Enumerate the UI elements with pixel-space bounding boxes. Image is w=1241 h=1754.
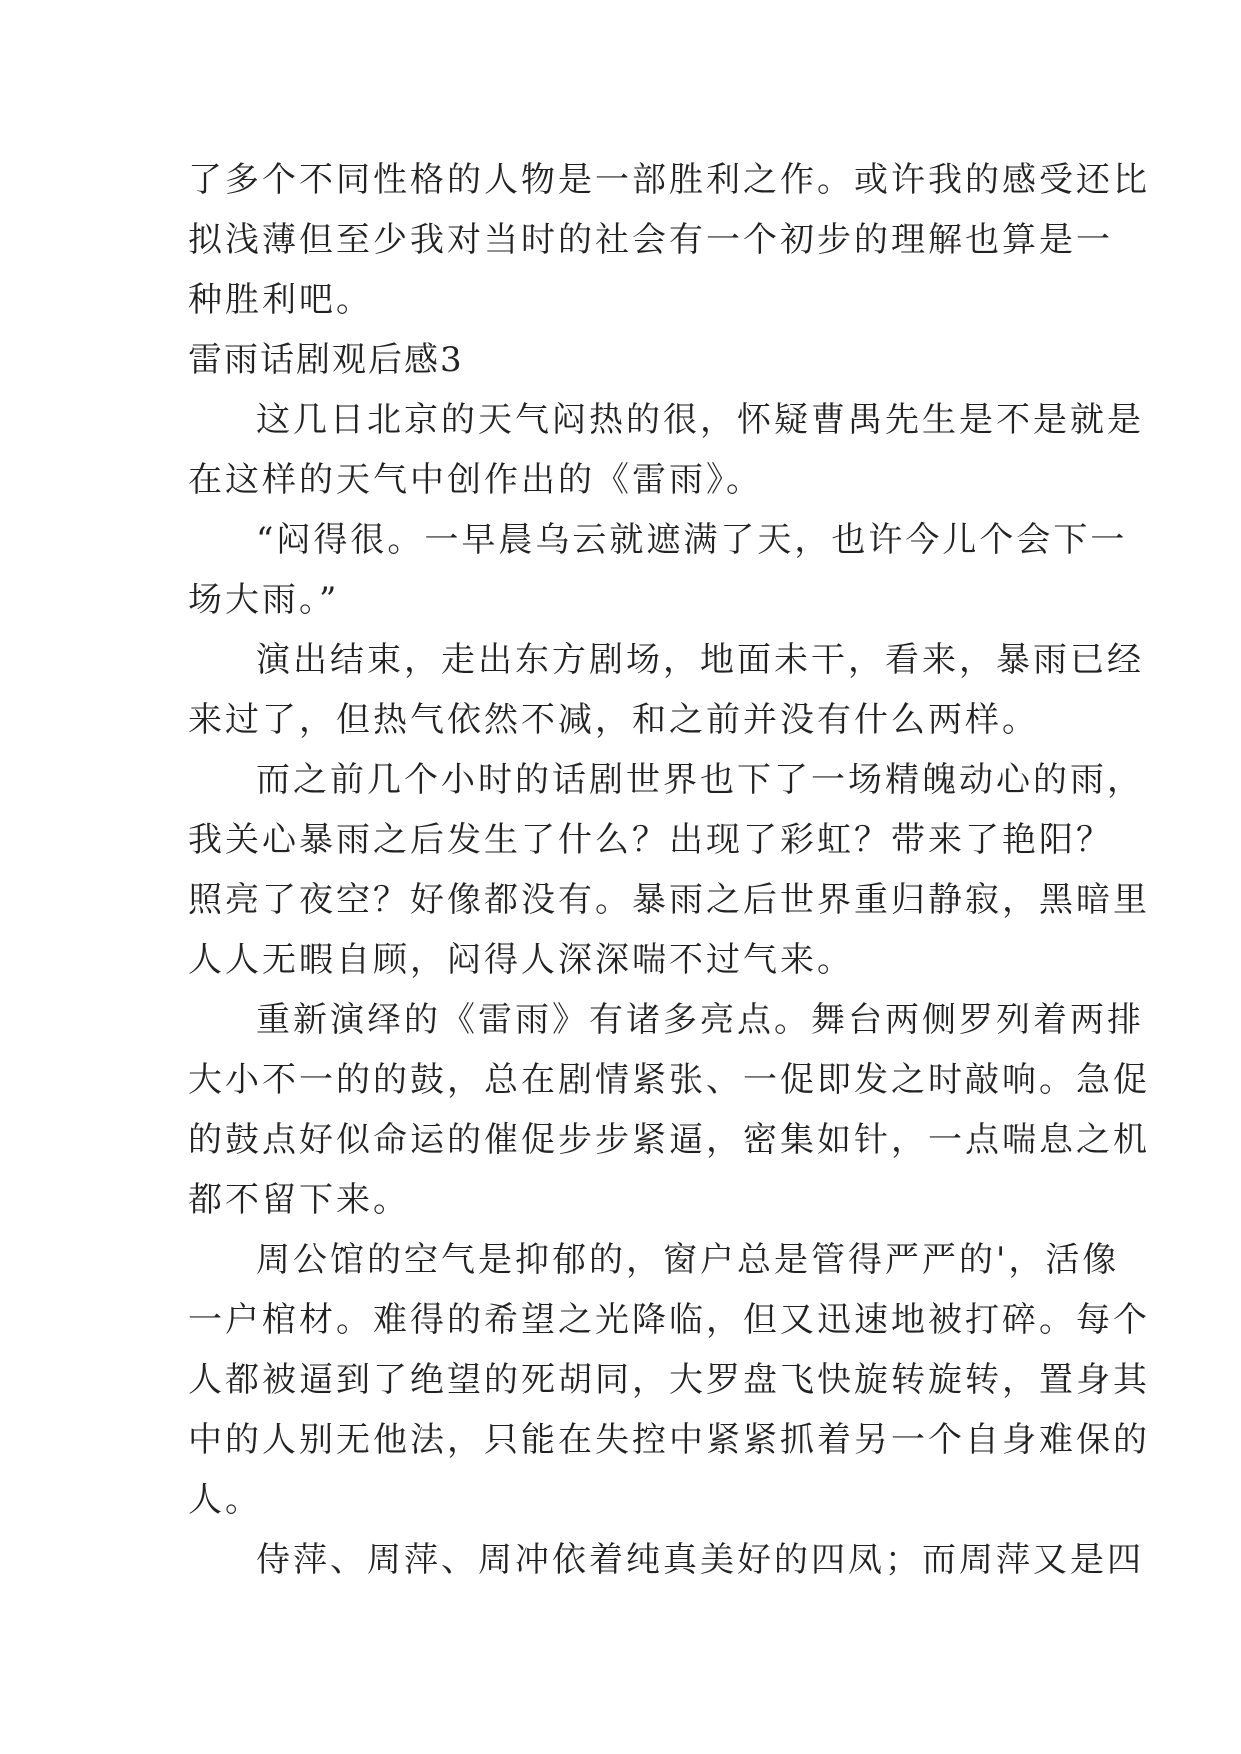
text-line: 演出结束，走出东方剧场，地面未干，看来，暴雨已经 [256, 640, 1144, 680]
text-line: 而之前几个小时的话剧世界也下了一场精魄动心的雨， [256, 760, 1144, 800]
text-line: 的鼓点好似命运的催促步步紧逼，密集如针，一点喘息之机 [188, 1120, 1150, 1160]
text-line: 场大雨。” [188, 580, 340, 620]
text-line: 人。 [188, 1480, 262, 1520]
text-line: 一户棺材。难得的希望之光降临，但又迅速地被打碎。每个 [188, 1300, 1150, 1340]
text-line: 我关心暴雨之后发生了什么？出现了彩虹？带来了艳阳？ [188, 820, 1113, 860]
text-line: 在这样的天气中创作出的《雷雨》。 [188, 460, 763, 500]
text-line: 照亮了夜空？好像都没有。暴雨之后世界重归静寂，黑暗里 [188, 880, 1150, 920]
text-line: 了多个不同性格的人物是一部胜利之作。或许我的感受还比 [188, 160, 1150, 200]
text-line: 人人无暇自顾，闷得人深深喘不过气来。 [188, 940, 854, 980]
text-line: 大小不一的的鼓，总在剧情紧张、一促即发之时敲响。急促 [188, 1060, 1150, 1100]
text-line: 人都被逼到了绝望的死胡同，大罗盘飞快旋转旋转，置身其 [188, 1360, 1150, 1400]
text-line: 侍萍、周萍、周冲依着纯真美好的四凤；而周萍又是四 [256, 1540, 1144, 1580]
text-line: 都不留下来。 [188, 1180, 410, 1220]
text-line: 拟浅薄但至少我对当时的社会有一个初步的理解也算是一 [188, 220, 1113, 260]
document-page [188, 150, 1150, 1590]
text-line: 种胜利吧。 [188, 280, 373, 320]
section-heading: 雷雨话剧观后感3 [188, 340, 464, 380]
text-line: 来过了，但热气依然不减，和之前并没有什么两样。 [188, 700, 1039, 740]
text-line: 这几日北京的天气闷热的很，怀疑曹禺先生是不是就是 [256, 400, 1144, 440]
text-line: 中的人别无他法，只能在失控中紧紧抓着另一个自身难保的 [188, 1420, 1150, 1460]
text-line: 重新演绎的《雷雨》有诸多亮点。舞台两侧罗列着两排 [256, 1000, 1144, 1040]
text-line: “闷得很。一早晨乌云就遮满了天，也许今儿个会下一 [256, 520, 1128, 560]
text-line: 周公馆的空气是抑郁的，窗户总是管得严严的'，活像 [256, 1240, 1120, 1280]
